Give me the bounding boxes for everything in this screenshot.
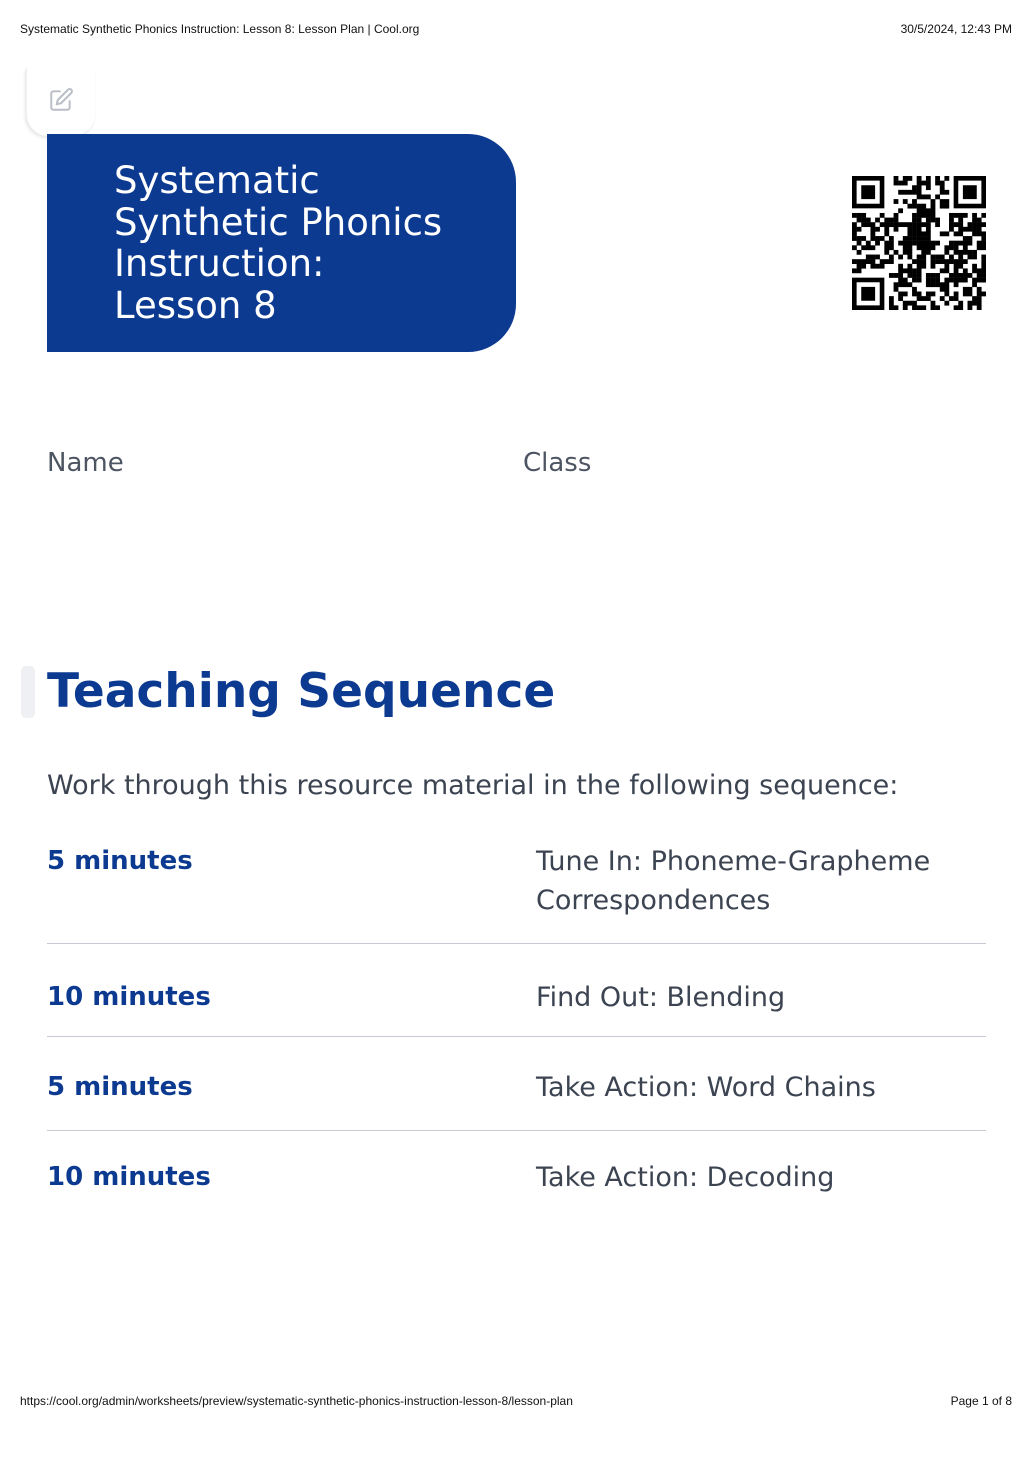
row-activity [536, 1158, 986, 1211]
title-line: Synthetic Phonics [114, 200, 443, 244]
row-activity [536, 842, 986, 943]
print-header-datetime: 30/5/2024, 12:43 PM [900, 22, 1012, 36]
title-banner [47, 134, 516, 352]
activity-line: Correspondences [536, 885, 771, 916]
sequence-table [47, 836, 986, 1211]
table-row [47, 836, 986, 944]
section-marker [21, 666, 35, 718]
activity-line: Tune In: Phoneme-Grapheme [536, 846, 931, 877]
row-duration: 10 minutes [47, 982, 211, 1012]
print-header [20, 22, 1012, 40]
title-line: Systematic [114, 159, 320, 202]
print-footer-url: https://cool.org/admin/worksheets/preview/systematic-synthetic-phonics-instruction-lesson-8/lesson-plan [20, 1394, 573, 1408]
activity-line: Take Action: Decoding [536, 1162, 835, 1193]
title-line: Lesson 8 [114, 283, 277, 327]
title-line: Instruction: [114, 242, 325, 285]
activity-line: Take Action: Word Chains [536, 1072, 876, 1103]
name-field-label: Name [47, 448, 124, 478]
activity-line: Find Out: Blending [536, 982, 786, 1013]
row-duration: 5 minutes [47, 846, 193, 876]
sequence-intro: Work through this resource material in the following sequence: [47, 770, 899, 801]
section-heading: Teaching Sequence [47, 664, 556, 719]
table-row [47, 1131, 986, 1211]
qr-code[interactable] [852, 176, 986, 310]
table-row [47, 944, 986, 1037]
row-duration: 10 minutes [47, 1162, 211, 1192]
row-activity [536, 1068, 986, 1130]
class-field-label: Class [523, 448, 592, 478]
table-row [47, 1037, 986, 1131]
print-footer-page: Page 1 of 8 [950, 1394, 1012, 1408]
print-header-title: Systematic Synthetic Phonics Instruction: Lesson 8: Lesson Plan | Cool.org [20, 22, 420, 36]
edit-button[interactable] [26, 68, 95, 136]
row-activity [536, 978, 986, 1036]
print-footer [20, 1394, 1012, 1412]
edit-pencil-icon [48, 87, 74, 113]
row-duration: 5 minutes [47, 1072, 193, 1102]
